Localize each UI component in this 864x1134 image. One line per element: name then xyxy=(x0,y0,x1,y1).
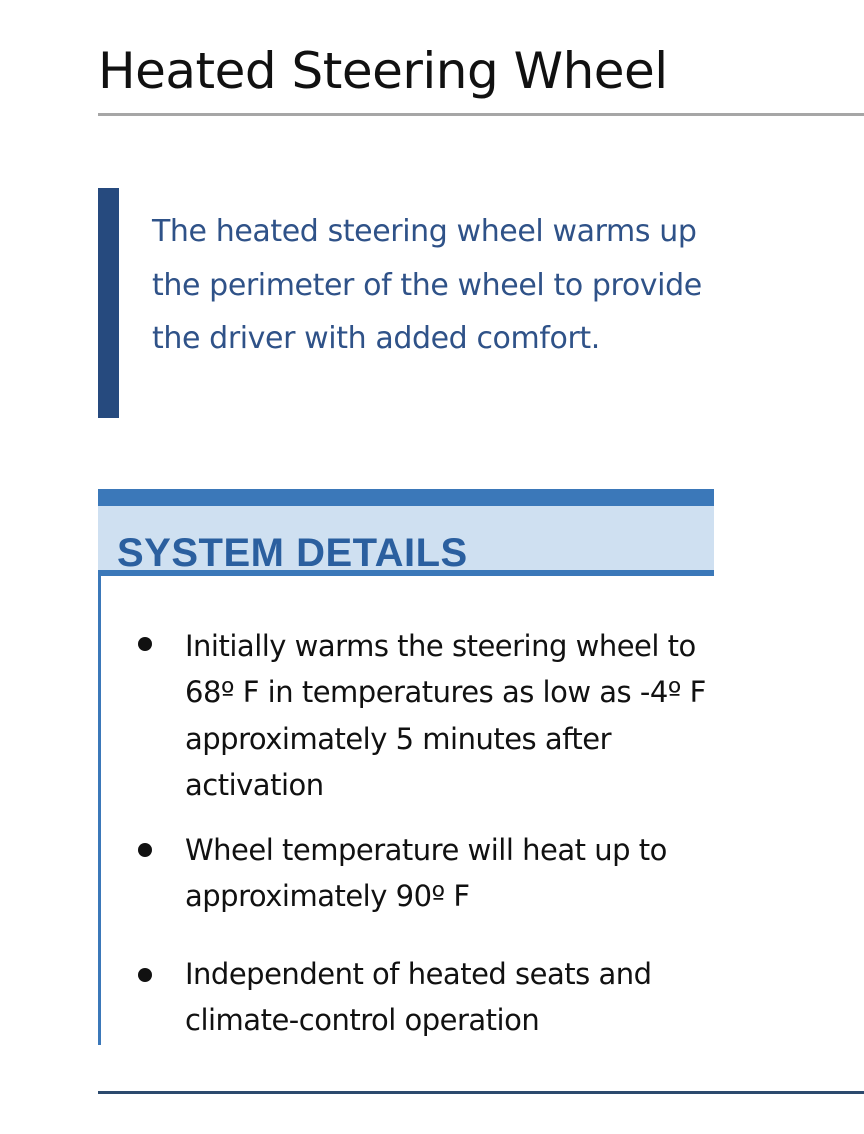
callout-text: The heated steering wheel warms up the perimeter of the wheel to provide the driver with added comfort. xyxy=(152,214,702,356)
system-details-list xyxy=(98,489,714,1045)
bullet-icon xyxy=(138,637,152,651)
list-item-text: Independent of heated seats and climate-control operation xyxy=(185,957,652,1038)
title-divider xyxy=(98,113,864,116)
list-item-text: Wheel temperature will heat up to approximately 90º F xyxy=(185,833,667,914)
bullet-icon xyxy=(138,968,152,982)
page-title: Heated Steering Wheel xyxy=(98,42,668,100)
bullet-icon xyxy=(138,843,152,857)
system-details-heading: SYSTEM DETAILS xyxy=(117,531,468,575)
list-item-text: Initially warms the steering wheel to 68º F in temperatures as low as -4º F approximately 5 minutes after activation xyxy=(185,629,706,802)
bottom-divider xyxy=(98,1091,864,1094)
callout-accent-bar xyxy=(98,188,119,418)
system-details-section xyxy=(98,489,714,1045)
